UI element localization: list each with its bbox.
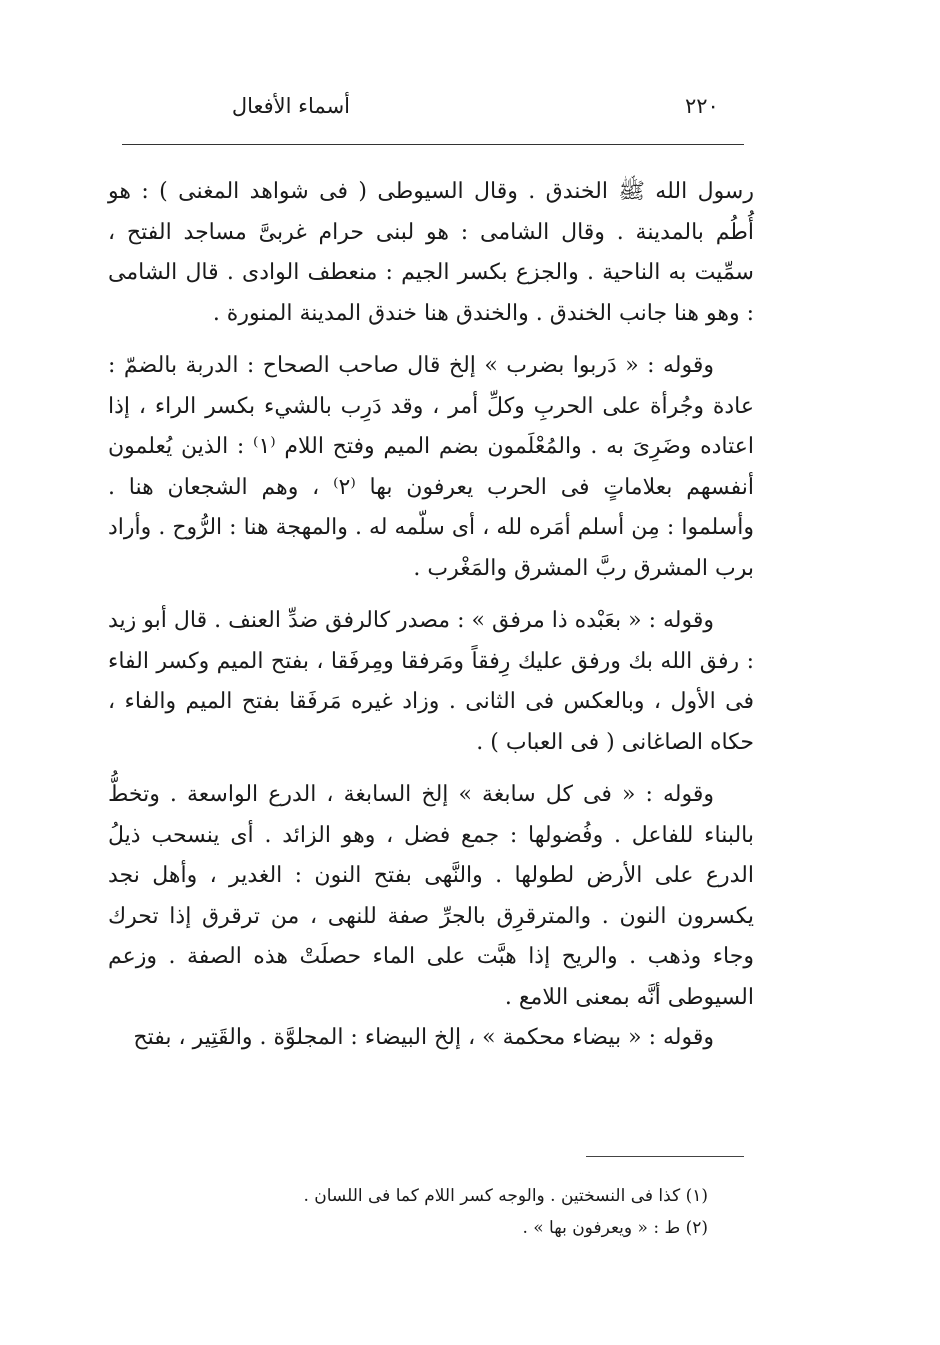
paragraph: وقوله : « دَربوا بضرب » إلخ قال صاحب الصحاح : الدربة بالضمّ : عادة وجُرأة على الحربِ وكلِّ أمر ، وقد دَرِب بالشيء بكسر الراء ، إذا اعتاده وضَرِىَ به . والمُعْلَمون بضم الميم وفتح اللام ⁽١⁾ : الذين يُعلمون أنفسهم بعلاماتٍ فى الحرب يعرفون بها ⁽٢⁾ ، وهم الشجعان هنا . وأسلموا : مِن أسلم أمَره لله ، أى سلّمه له . والمهجة هنا : الرُّوح . وأراد برب المشرق ربَّ المشرق والمَغْرب .: [108, 353, 755, 581]
page-header: [120, 88, 745, 128]
footnote: (١) كذا فى النسختين . والوجه كسر اللام كما فى اللسان .: [303, 1186, 708, 1206]
paragraph: وقوله : « فى كل سابغة » إلخ السابغة ، الدرع الواسعة . وتخطُّ بالبناء للفاعل . وفُضولها : جمع فضل ، وهو الزائد . أى ينسحب ذيلُ الدرع على الأرض لطولها . والنَّهى بفتح النون : الغدير ، وأهل نجد يكسرون النون . والمترقرِق بالجرِّ صفة للنهى ، من ترقرق إذا تحرك وجاء وذهب . والريح إذا هبَّت على الماء حصلَتْ هذه الصفة . وزعم السيوطى أنَّه بمعنى اللامع .: [108, 782, 754, 1010]
paragraph: وقوله : « بعَبْده ذا مرفق » : مصدر كالرفق ضدِّ العنف . قال أبو زيد : رفق الله بك ورفق عليك رِفقاً ومَرفقا ومِرفَقا ، بفتح الميم وكسر الفاء فى الأول ، وبالعكس فى الثانى . وزاد غيره مَرفَقا بفتح الميم والفاء ، حكاه الصاغانى ( فى العباب ) .: [108, 608, 754, 755]
running-title: أسماء الأفعال: [231, 94, 350, 118]
footnotes: [200, 1180, 708, 1244]
body-text: [108, 172, 754, 1059]
page-number: ٢٢٠: [685, 94, 719, 118]
footnote: (٢) ط : « ويعرفون بها » .: [522, 1218, 708, 1238]
paragraph: وقوله : « بيضاء محكمة » ، إلخ البيضاء : المجلوَّة . والقَتِير ، بفتح: [133, 1025, 714, 1050]
footnote-rule: [586, 1156, 744, 1157]
header-rule: [122, 144, 744, 145]
paragraph: رسول الله ﷺ الخندق . وقال السيوطى ( فى شواهد المغنى ) : هو أُطُم بالمدينة . وقال الشامى : هو لبنى حرام غربىَّ مساجد الفتح ، سمِّيت به الناحية . والجزع بكسر الجيم : منعطف الوادى . قال الشامى : وهو هنا جانب الخندق . والخندق هنا خندق المدينة المنورة .: [108, 179, 754, 326]
